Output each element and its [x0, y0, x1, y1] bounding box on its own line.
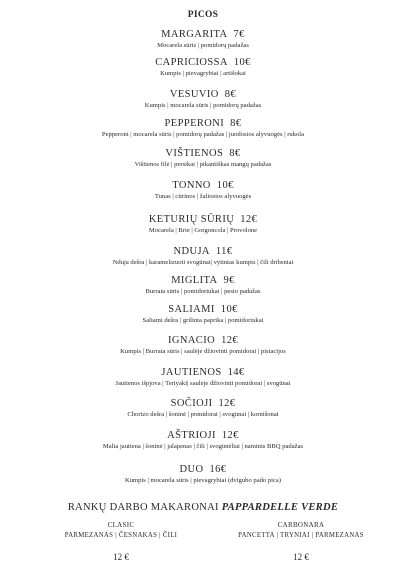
menu-item-title	[0, 180, 406, 192]
menu-item-title	[0, 148, 406, 160]
menu-item	[0, 57, 406, 78]
menu-item	[0, 430, 406, 451]
menu-item-description: Pepperoni | mocarela sūris | pomidorų padažas | juodosios alyvuogės | rukola	[101, 131, 305, 138]
menu-item-price: 10€	[216, 180, 234, 191]
menu-item-name: VESUVIO	[169, 89, 219, 100]
menu-item-name: SALIAMI	[168, 304, 215, 315]
menu-item-price: 12€	[221, 335, 239, 346]
pasta-option-carbonara	[236, 520, 366, 564]
menu-item-title	[0, 367, 406, 379]
menu-item	[0, 29, 406, 50]
menu-item-title	[0, 275, 406, 287]
menu-item-name: SOČIOJI	[170, 398, 213, 409]
menu-item-price: 7€	[233, 29, 245, 40]
menu-item	[0, 304, 406, 325]
menu-item-price: 10€	[233, 57, 251, 68]
menu-item	[0, 118, 406, 139]
menu-item-name: CAPRICIOSSA	[155, 57, 228, 68]
menu-item-title	[0, 464, 406, 476]
section-heading-picos: PICOS	[187, 10, 219, 20]
menu-item-description: Mocarela | Brie | Gorgoncola | Provolone	[148, 227, 258, 234]
menu-item-name: DUO	[179, 464, 204, 475]
menu-item-title	[0, 246, 406, 258]
menu-item-price: 8€	[230, 118, 242, 129]
menu-item-price: 14€	[227, 367, 245, 378]
menu-item-name: PEPPERONI	[164, 118, 225, 129]
pasta-option-desc: PARMEZANAS | ČESNAKAS | ČILI	[64, 532, 178, 539]
menu-item-description: Vištienos filė | persikai | pikantiškas mangų padažas	[134, 161, 272, 168]
menu-item	[0, 464, 406, 485]
menu-item-price: 12€	[218, 398, 236, 409]
menu-item-description: Mocarela sūris | pomidorų padažas	[157, 42, 249, 49]
pasta-option-name: CARBONARA	[277, 521, 325, 529]
menu-item	[0, 367, 406, 388]
menu-item-name: MIGLITA	[171, 275, 218, 286]
menu-item-name: NDUJA	[173, 246, 210, 257]
menu-item-title	[0, 118, 406, 130]
menu-item-description: Jautienos išpjova | Teriyaki| saulėje džiovinti pomidorai | svogūnai	[115, 380, 291, 387]
menu-item-description: Saliami dešra | grilinta paprika | pomidoriukai	[142, 317, 264, 324]
menu-item-description: Kumpis | pievagrybiai | artišokai	[160, 70, 246, 77]
menu-item-price: 12€	[221, 430, 239, 441]
menu-item-title	[0, 430, 406, 442]
menu-item	[0, 89, 406, 110]
menu-item-name: VIŠTIENOS	[165, 148, 224, 159]
menu-item	[0, 214, 406, 235]
pasta-option-price: 12 €	[293, 552, 309, 562]
menu-item-price: 10€	[220, 304, 238, 315]
menu-item-price: 16€	[209, 464, 227, 475]
menu-item-description: Kumpis | mocarela sūris | pomidorų padažas	[144, 102, 262, 109]
menu-item	[0, 398, 406, 419]
menu-item-title	[0, 304, 406, 316]
menu-item-price: 11€	[215, 246, 233, 257]
menu-item-description: Kumpis | mocarela sūris | pievagrybiai (dvigubo pado pica)	[124, 477, 282, 484]
menu-item-title	[0, 335, 406, 347]
menu-item	[0, 148, 406, 169]
menu-item-title	[0, 89, 406, 101]
menu-item-title	[0, 398, 406, 410]
pasta-option-name: CLASIC	[107, 521, 135, 529]
menu-item-title	[0, 57, 406, 69]
menu-item-price: 12€	[240, 214, 258, 225]
pasta-title-emphasis: PAPPARDELLE VERDE	[221, 502, 339, 513]
menu-item-name: MARGARITA	[161, 29, 228, 40]
menu-item-price: 8€	[224, 89, 237, 100]
menu-item-description: Kumpis | Burrata sūris | saulėje džiovinti pomidorai | pistacijos	[120, 348, 286, 355]
pasta-option-clasic	[56, 520, 186, 564]
menu-item	[0, 275, 406, 296]
menu-item	[0, 335, 406, 356]
menu-item-name: AŠTRIOJI	[167, 430, 216, 441]
menu-item-description: Chorizo dešra | šoninė | pomidorai | svogūnai | kornišonai	[127, 411, 279, 418]
pasta-section-title	[0, 502, 406, 513]
menu-item-description: Nduja dešra | karamelizuoti svogūnai| vytintas kumpis | čili dribsniai	[112, 259, 294, 266]
menu-item-name: IGNACIO	[167, 335, 216, 346]
menu-item-price: 8€	[229, 148, 241, 159]
menu-item-description: Burrata sūris | pomidoriukai | pesto padažas	[145, 288, 261, 295]
menu-item-title	[0, 29, 406, 41]
menu-item-price: 9€	[223, 275, 235, 286]
pasta-title-text: RANKŲ DARBO MAKARONAI	[67, 502, 219, 513]
menu-item-name: JAUTIENOS	[161, 367, 222, 378]
menu-item-title	[0, 214, 406, 226]
menu-item	[0, 246, 406, 267]
pasta-option-desc: PANCETTA | TRYNIAI | PARMEZANAS	[238, 532, 364, 539]
menu-item-description: Tunas | citrinos | žaliosios alyvuogės	[154, 193, 252, 200]
pasta-option-price: 12 €	[113, 552, 129, 562]
menu-item	[0, 180, 406, 201]
menu-item-description: Malta jautiena | šoninė | jalapenas | čili | svogūnėliai | naminis BBQ padažas	[102, 443, 304, 450]
menu-item-name: KETURIŲ SŪRIŲ	[148, 214, 235, 225]
menu-item-name: TONNO	[172, 180, 211, 191]
